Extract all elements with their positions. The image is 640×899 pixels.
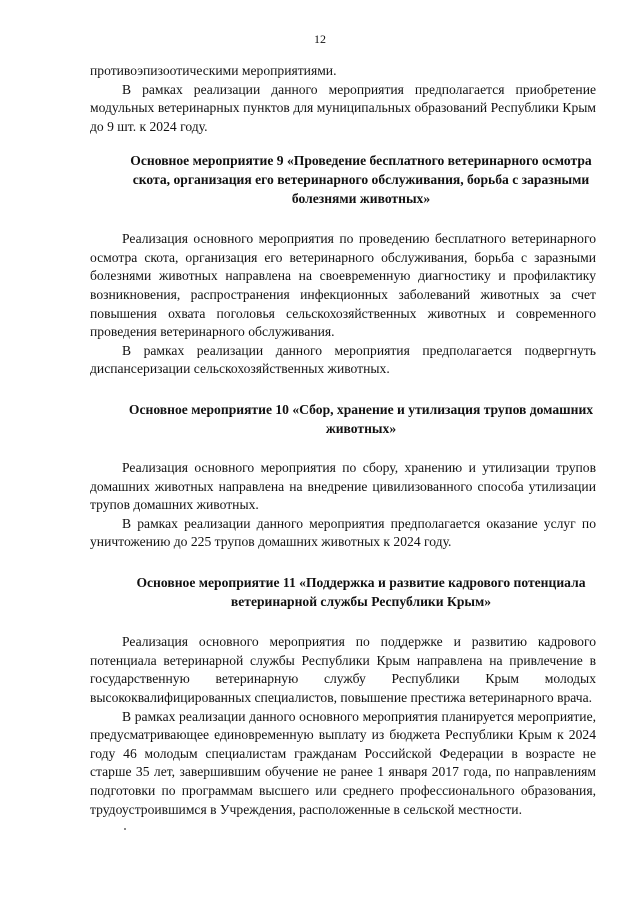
section-9-heading: Основное мероприятие 9 «Проведение бесплатного ветеринарного осмотра скота, организация его ветеринарного обслуживания, борьба с заразными болезнями животных» [130,153,592,206]
section-11-heading: Основное мероприятие 11 «Поддержка и развитие кадрового потенциала ветеринарной службы Республики Крым» [136,575,586,609]
scan-speck [124,828,126,830]
document-body [90,62,596,819]
section-10-paragraph-2: В рамках реализации данного мероприятия предполагается оказание услуг по уничтожению до 225 трупов домашних животных к 2024 году. [90,515,596,550]
section-10-heading: Основное мероприятие 10 «Сбор, хранение и утилизация трупов домашних животных» [128,401,594,436]
page-number: 12 [314,32,326,46]
section-11-paragraph-1: Реализация основного мероприятия по поддержке и развитию кадрового потенциала ветеринарной службы Республики Крым направлена на привлечение в государственную ветеринарную службу Республики Крым молодых высококвалифицированных специалистов, повышение престижа ветеринарного врача. [90,634,596,706]
section-10-paragraph-1: Реализация основного мероприятия по сбору, хранению и утилизации трупов домашних животных направлена на внедрение цивилизованного способа утилизации трупов домашних животных. [90,460,596,513]
section-11-paragraph-2: В рамках реализации данного основного мероприятия планируется мероприятие, предусматривающее единовременную выплату из бюджета Республики Крым к 2024 году 46 молодым специалистам гражданам Российской Федерации в возрасте не старше 35 лет, завершившим обучение не ранее 1 января 2017 года, по направлениям подготовки по программам высшего или среднего профессионального образования, трудоустроившимся в Учреждения, расположенные в сельской местности. [90,708,596,817]
section-9-paragraph-1: Реализация основного мероприятия по проведению бесплатного ветеринарного осмотра скота, организация его ветеринарного обслуживания, борьба с заразными болезнями животных направлена на своевременную диагностику и профилактику возникновения, распространения инфекционных заболеваний животных за счет повышения охвата поголовья сельскохозяйственных животных и современного проведения ветеринарного обслуживания. [90,231,596,340]
section-9-paragraph-2: В рамках реализации данного мероприятия предполагается подвергнуть диспансеризации сельскохозяйственных животных. [90,342,596,377]
paragraph-continuation: противоэпизоотическими мероприятиями. [90,63,337,78]
paragraph-intro: В рамках реализации данного мероприятия предполагается приобретение модульных ветеринарных пунктов для муниципальных образований Республики Крым до 9 шт. к 2024 году. [90,81,596,134]
